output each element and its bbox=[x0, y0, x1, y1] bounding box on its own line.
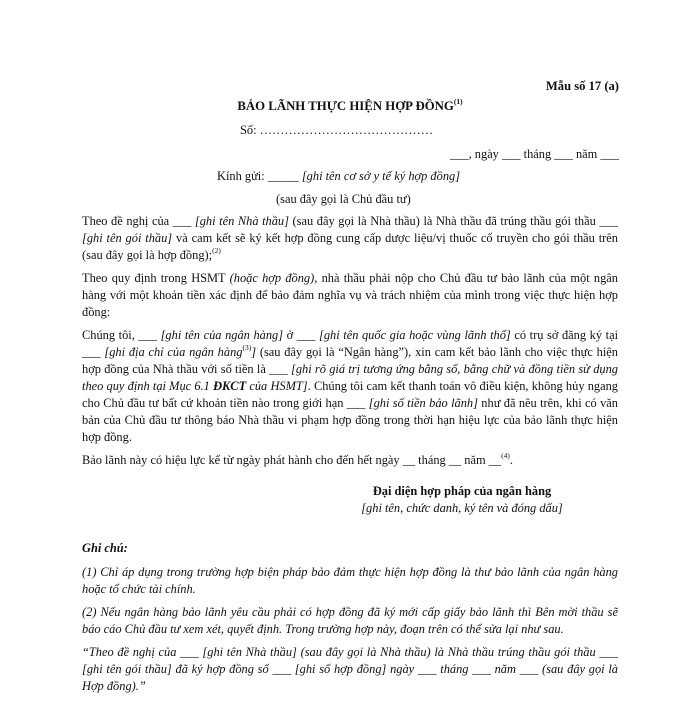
p3-footnote: (3) bbox=[242, 342, 252, 352]
p3-placeholder-4-close: của HSMT] bbox=[246, 379, 308, 393]
p4-footnote: (4) bbox=[501, 450, 510, 460]
p3-placeholder-3-close: ] bbox=[251, 345, 257, 359]
signature-title: Đại diện hợp pháp của ngân hàng bbox=[372, 484, 552, 498]
p1-text-1: Theo đề nghị của ___ bbox=[82, 214, 195, 228]
recipient-label: Kính gửi: _____ bbox=[217, 169, 302, 183]
note-2: (2) Nếu ngân hàng bảo lãnh yêu cầu phải có hợp đồng đã ký mới cấp giấy bảo lãnh thì Bên mời thầu sẽ báo cáo Chủ đầu tư xem xét, quyết định. Trong trường hợp này, đoạn trên có thể sửa lại như sau. bbox=[82, 605, 618, 636]
paragraph-4 bbox=[82, 452, 618, 469]
document-title bbox=[0, 98, 700, 115]
signature-subtitle-text: [ghi tên, chức danh, ký tên và đóng dấu] bbox=[361, 501, 563, 515]
p4-text-2: . bbox=[509, 453, 513, 467]
note-3: “Theo đề nghị của ___ [ghi tên Nhà thầu] (sau đây gọi là Nhà thầu) là Nhà thầu trúng thầu gói thầu ___ [ghi tên gói thầu] đã ký hợp đồng số ___ [ghi số hợp đồng] ngày ___ tháng ___ năm ___ (sau đây gọi là Hợp đồng).” bbox=[82, 645, 618, 693]
paragraph-3 bbox=[82, 327, 618, 446]
p3-placeholder-2: [ghi tên quốc gia hoặc vùng lãnh thổ] bbox=[319, 328, 511, 342]
p1-text-2: (sau đây gọi là Nhà thầu) là Nhà thầu đã trúng thầu gói thầu ___ bbox=[288, 214, 618, 228]
signature-block bbox=[300, 483, 624, 517]
document-number-line: Số: …………………………………… bbox=[240, 123, 434, 137]
p1-footnote: (2) bbox=[212, 245, 221, 255]
title-text: BẢO LÃNH THỰC HIỆN HỢP ĐỒNG bbox=[237, 99, 454, 113]
note-1: (1) Chỉ áp dụng trong trường hợp biện pháp bảo đảm thực hiện hợp đồng là thư bảo lãnh của ngân hàng hoặc tổ chức tài chính. bbox=[82, 565, 618, 596]
p1-placeholder-1: [ghi tên Nhà thầu] bbox=[194, 214, 289, 228]
p3-text-4: (sau đây gọi là “Ngân hàng”), xin cam kết bảo lãnh cho việc thực hiện hợp đồng của Nhà thầu với số tiền là ___ bbox=[82, 345, 619, 376]
p1-text-3: và cam kết sẽ ký kết hợp đồng cung cấp dược liệu/vị thuốc cổ truyền cho gói thầu trên (sau đây gọi là hợp đồng); bbox=[82, 231, 618, 262]
document-body bbox=[82, 213, 618, 475]
p2-placeholder-1: (hoặc hợp đồng) bbox=[229, 271, 315, 285]
p3-text-6: như đã nêu trên, khi có văn bản của Chủ đầu tư thông báo Nhà thầu vi phạm hợp đồng trong thời hạn hiệu lực của bảo lãnh thực hiện hợp đồng. bbox=[82, 396, 618, 444]
recipient-line bbox=[217, 168, 460, 185]
p3-placeholder-4-bold: ĐKCT bbox=[213, 379, 247, 393]
paragraph-2 bbox=[82, 270, 618, 321]
p2-text-1: Theo quy định trong HSMT bbox=[82, 271, 230, 285]
p3-placeholder-1: [ghi tên của ngân hàng] bbox=[160, 328, 284, 342]
p3-placeholder-3: [ghi địa chỉ của ngân hàng bbox=[104, 345, 243, 359]
notes-section bbox=[82, 540, 618, 701]
recipient-note: (sau đây gọi là Chủ đầu tư) bbox=[276, 192, 411, 206]
form-number: Mẫu số 17 (a) bbox=[545, 79, 619, 93]
notes-heading: Ghi chú: bbox=[82, 541, 128, 555]
paragraph-1 bbox=[82, 213, 618, 264]
title-footnote: (1) bbox=[453, 96, 463, 106]
p3-text-5: . Chúng tôi cam kết thanh toán vô điều kiện, không hủy ngang cho Chủ đầu tư bất cứ khoản tiền nào trong giới hạn ___ bbox=[82, 379, 618, 410]
signature-subtitle bbox=[300, 500, 624, 517]
p1-placeholder-2: [ghi tên gói thầu] bbox=[82, 231, 173, 245]
p3-placeholder-4: [ghi rõ giá trị tương ứng bằng số, bằng chữ và đồng tiền sử dụng theo quy định tại Mục 6.1 bbox=[82, 362, 619, 393]
p3-text-2: ở ___ bbox=[283, 328, 319, 342]
p3-text-3: có trụ sở đăng ký tại ___ bbox=[82, 328, 619, 359]
recipient-placeholder: [ghi tên cơ sở y tế ký hợp đồng] bbox=[301, 169, 461, 183]
p2-text-2: , nhà thầu phải nộp cho Chủ đầu tư bảo lãnh của một ngân hàng với một khoản tiền xác định để bảo đảm nghĩa vụ và trách nhiệm của mình trong việc thực hiện hợp đồng: bbox=[82, 271, 618, 319]
date-line: ___, ngày ___ tháng ___ năm ___ bbox=[450, 147, 619, 161]
p4-text-1: Bảo lãnh này có hiệu lực kể từ ngày phát hành cho đến hết ngày __ tháng __ năm __ bbox=[82, 453, 502, 467]
p3-placeholder-5: [ghi số tiền bảo lãnh] bbox=[368, 396, 478, 410]
p3-text-1: Chúng tôi, ___ bbox=[82, 328, 161, 342]
